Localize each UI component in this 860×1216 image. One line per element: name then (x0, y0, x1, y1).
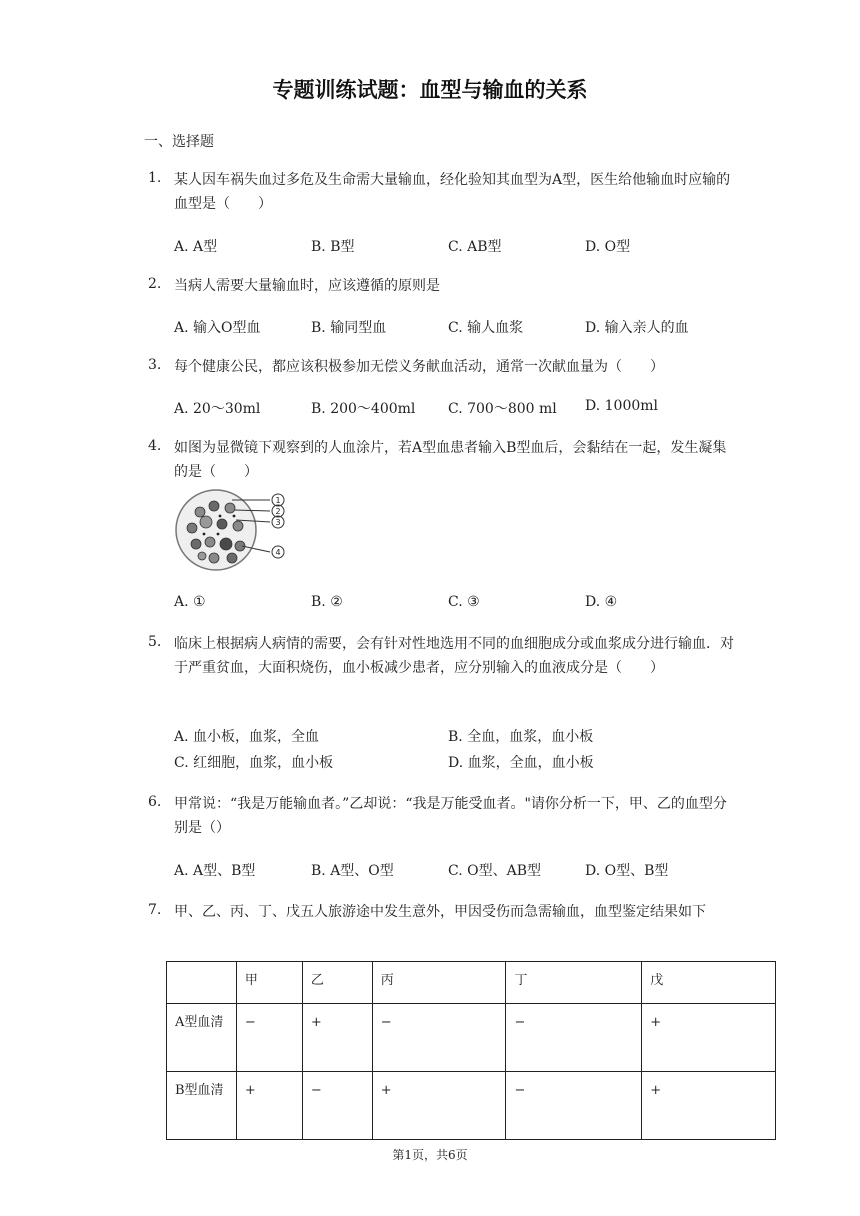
question-number: 4. (148, 438, 162, 454)
table-row (167, 1072, 776, 1140)
question-number: 6. (148, 794, 162, 810)
table-header-cell: 丁 (506, 962, 642, 1004)
table-cell: − (372, 1004, 506, 1072)
blood-smear-figure (174, 486, 290, 576)
table-cell: + (302, 1004, 372, 1072)
option-d: D. 1000ml (585, 398, 659, 414)
option-d: D. ④ (585, 594, 618, 610)
option-d: D. O型 (585, 239, 631, 255)
table-header-row (167, 962, 776, 1004)
option-a: A. A型 (174, 239, 218, 255)
question-number: 1. (148, 170, 162, 186)
table-header-cell: 戊 (642, 962, 776, 1004)
table-row-label: A型血清 (167, 1004, 237, 1072)
question-text: 当病人需要大量输血时，应该遵循的原则是 (174, 278, 440, 294)
table-cell: − (302, 1072, 372, 1140)
option-a: A. 20～30ml (174, 401, 261, 417)
option-b: B. 全血，血浆，血小板 (448, 729, 594, 745)
option-b: B. A型、O型 (311, 863, 394, 879)
blood-type-table (166, 961, 776, 1140)
table-header-cell: 丙 (372, 962, 506, 1004)
page-title: 专题训练试题：血型与输血的关系 (272, 78, 588, 102)
table-cell: + (236, 1072, 302, 1140)
question-number: 5. (148, 634, 162, 650)
question-text: 如图为显微镜下观察到的人血涂片，若A型血患者输入B型血后，会黏结在一起，发生凝集的是（ ） (174, 440, 727, 480)
table-cell: + (372, 1072, 506, 1140)
table-header-cell: 乙 (302, 962, 372, 1004)
option-c: C. 700～800 ml (448, 401, 557, 417)
question-text: 临床上根据病人病情的需要，会有针对性地选用不同的血细胞成分或血浆成分进行输血．对于严重贫血，大面积烧伤，血小板减少患者，应分别输入的血液成分是（ ） (174, 636, 734, 676)
option-a: A. 血小板，血浆，全血 (174, 729, 320, 745)
question-number: 2. (148, 276, 162, 292)
table-cell: − (506, 1004, 642, 1072)
option-d: D. O型、B型 (585, 863, 669, 879)
table-cell: + (642, 1004, 776, 1072)
option-a: A. 输入O型血 (174, 320, 261, 336)
option-a: A. A型、B型 (174, 863, 256, 879)
option-b: B. 200～400ml (311, 401, 416, 417)
option-c: C. AB型 (448, 239, 502, 255)
table-row (167, 1004, 776, 1072)
table-row-label: B型血清 (167, 1072, 237, 1140)
question-text: 甲常说：“我是万能输血者。”乙却说：“我是万能受血者。"请你分析一下，甲、乙的血型分别是（） (174, 796, 727, 836)
option-c: C. ③ (448, 594, 480, 610)
section-heading: 一、选择题 (144, 134, 214, 150)
question-text: 每个健康公民，都应该积极参加无偿义务献血活动，通常一次献血量为（ ） (174, 359, 664, 375)
svg-text:4: 4 (275, 548, 281, 557)
question-text: 某人因车祸失血过多危及生命需大量输血，经化验知其血型为A型，医生给他输血时应输的血型是（ ） (174, 172, 731, 212)
question-number: 7. (148, 902, 162, 918)
svg-text:2: 2 (275, 507, 281, 516)
question-number: 3. (148, 357, 162, 373)
table-cell: + (642, 1072, 776, 1140)
svg-text:3: 3 (275, 518, 281, 527)
option-d: D. 输入亲人的血 (585, 320, 689, 336)
page-footer: 第1页，共6页 (392, 1148, 468, 1162)
table-cell: − (236, 1004, 302, 1072)
option-c: C. 输人血浆 (448, 320, 524, 336)
table-cell: − (506, 1072, 642, 1140)
table-header-cell (167, 962, 237, 1004)
option-b: B. ② (311, 594, 343, 610)
question-text: 甲、乙、丙、丁、戊五人旅游途中发生意外，甲因受伤而急需输血，血型鉴定结果如下 (174, 904, 706, 920)
table-header-cell: 甲 (236, 962, 302, 1004)
option-b: B. B型 (311, 239, 355, 255)
option-c: C. O型、AB型 (448, 863, 541, 879)
option-d: D. 血浆，全血，血小板 (448, 755, 594, 771)
svg-text:1: 1 (275, 496, 281, 505)
option-b: B. 输同型血 (311, 320, 387, 336)
option-c: C. 红细胞，血浆，血小板 (174, 755, 334, 771)
option-a: A. ① (174, 594, 206, 610)
